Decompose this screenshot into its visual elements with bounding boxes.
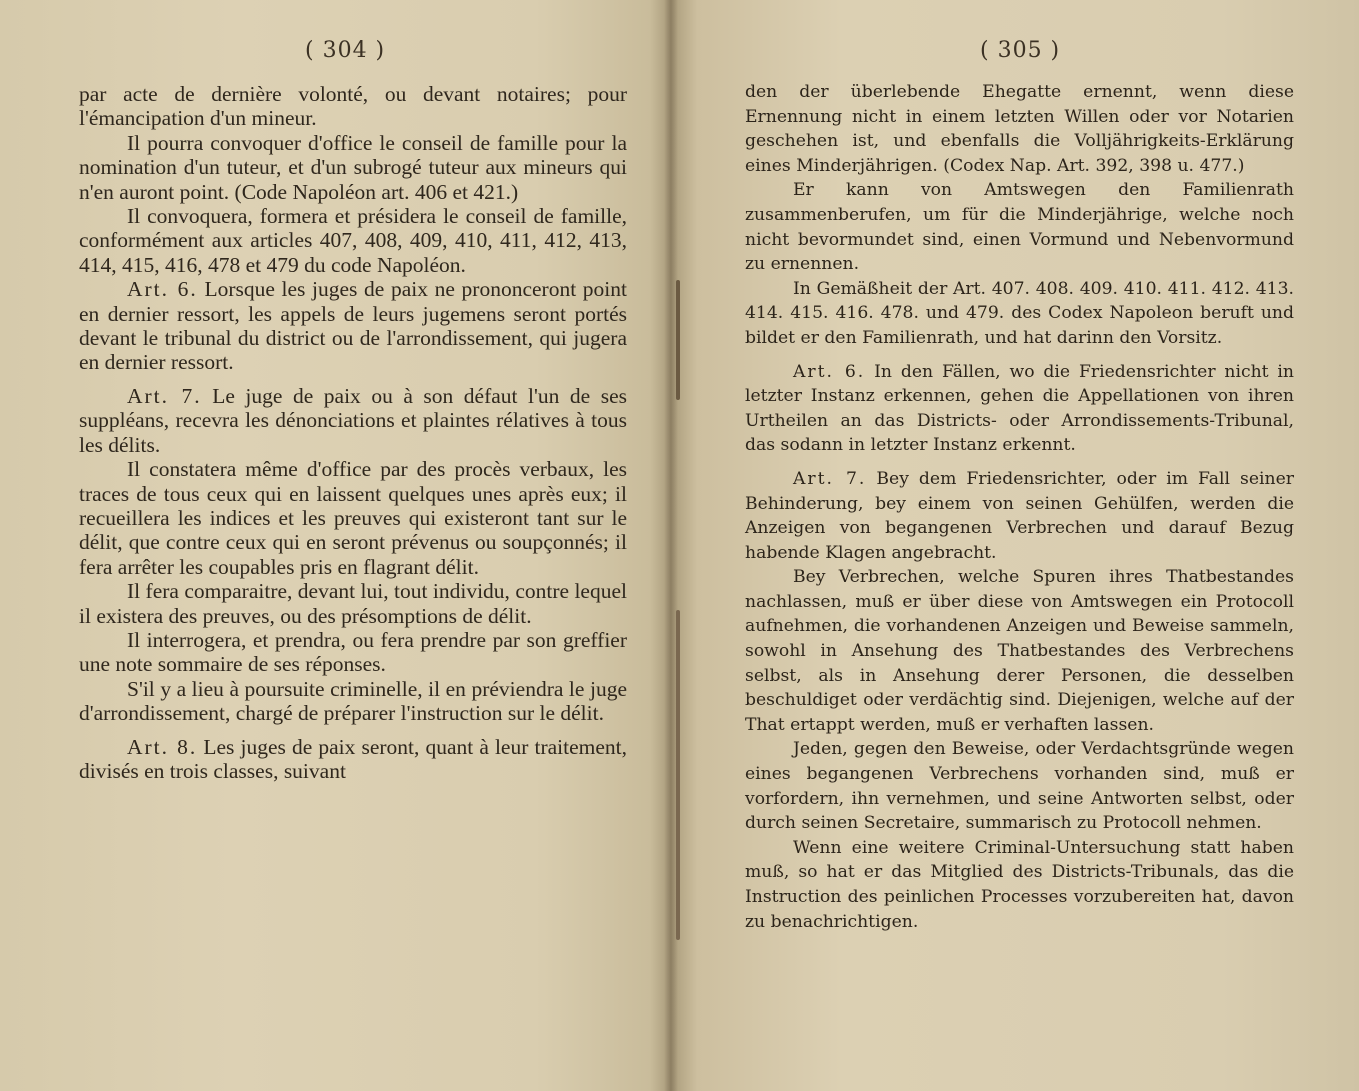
paragraph: Il pourra convoquer d'office le conseil de famille pour la nomination d'un tuteur, et d'un subrogé tuteur aux mineurs qui n'en auront point. (Code Napoléon art. 406 et 421.) <box>79 130 627 204</box>
article-label: Art. 6. <box>127 277 198 302</box>
paragraph-text: Les juges de paix seront, quant à leur traitement, divisés en trois classes, suivant <box>79 734 628 783</box>
paragraph: Il constatera même d'office par des procès verbaux, les traces de tous ceux qui en laissent quelques unes après eux; il recueillera les indices et les preuves qui existeront tant sur le délit, que contre ceux qui en seront prévenus ou soupçonnés; il fera arrêter les coupables pris en flagrant délit. <box>79 457 627 579</box>
paragraph: Er kann von Amtswegen den Familienrath zusammenberufen, um für die Minderjährige, welche noch nicht bevormundet sind, einen Vormund und Nebenvormund zu ernennen. <box>745 180 1294 275</box>
article-paragraph <box>79 384 627 457</box>
right-page <box>670 0 1359 1091</box>
paragraph: Il convoquera, formera et présidera le conseil de famille, conformément aux articles 407, 408, 409, 410, 411, 412, 413, 414, 415, 416, 478 et 479 du code Napoléon. <box>79 204 627 277</box>
paragraph: par acte de dernière volonté, ou devant notaires; pour l'émancipation d'un mineur. <box>79 82 627 131</box>
binding-thread <box>676 280 680 400</box>
right-page-text <box>745 80 1294 934</box>
article-paragraph <box>79 277 627 375</box>
paragraph-text: Lorsque les juges de paix ne prononceront point en dernier ressort, les appels de leurs jugemens seront portés devant le tribunal du district ou de l'arrondissement, qui jugera en dernier ressort. <box>79 277 627 375</box>
article-label: Art. 6. <box>793 361 866 382</box>
binding-thread <box>676 610 680 940</box>
paragraph: den der überlebende Ehegatte ernennt, wenn diese Ernennung nicht in einem letzten Willen oder vor Notarien geschehen ist, und ebenfalls die Volljährigkeits-Erklärung eines Minderjährigen. (Codex Nap. Art. 392, 398 u. 477.) <box>745 82 1294 176</box>
paragraph-text: Bey dem Friedensrichter, oder im Fall seiner Behinderung, bey einem von seinen Gehülfen, werden die Anzeigen von begangenen Verbrechen und darauf Bezug habende Klagen angebracht. <box>745 468 1294 563</box>
left-page <box>0 0 670 1091</box>
paragraph: Il interrogera, et prendra, ou fera prendre par son greffier une note sommaire de ses réponses. <box>79 627 627 677</box>
article-label: Art. 8. <box>127 734 198 759</box>
article-label: Art. 7. <box>793 468 867 489</box>
paragraph: Il fera comparaitre, devant lui, tout individu, contre lequel il existera des preuves, ou des présomptions de délit. <box>79 579 627 628</box>
article-label: Art. 7. <box>127 383 202 408</box>
paragraph-text: Le juge de paix ou à son défaut l'un de ses suppléans, recevra les dénonciations et plaintes rélatives à tous les délits. <box>79 383 627 457</box>
paragraph: Wenn eine weitere Criminal-Untersuchung statt haben muß, so hat er das Mitglied des Districts-Tribunals, das die Instruction des peinlichen Processes vorzubereiten hat, davon zu benachrichtigen. <box>745 837 1294 932</box>
paragraph: S'il y a lieu à poursuite criminelle, il en préviendra le juge d'arrondissement, chargé de préparer l'instruction sur le délit. <box>79 676 627 726</box>
article-paragraph <box>745 360 1294 458</box>
paragraph-text: In den Fällen, wo die Friedensrichter nicht in letzter Instanz erkennen, gehen die Appellationen von ihren Urtheilen an das Districts- oder Arrondissements-Tribunal, das sodann in letzter Instanz erkennt. <box>745 361 1294 456</box>
paragraph: Jeden, gegen den Beweise, oder Verdachtsgründe wegen eines begangenen Verbrechens vorhanden sind, muß er vorfordern, ihn vernehmen, und seine Antworten selbst, oder durch seinen Secretaire, summarisch zu Protocoll nehmen. <box>745 739 1294 834</box>
left-page-text <box>79 82 627 783</box>
page-number-left: ( 304 ) <box>305 38 386 63</box>
page-number-right: ( 305 ) <box>980 38 1061 63</box>
article-paragraph <box>745 467 1294 565</box>
paragraph: In Gemäßheit der Art. 407. 408. 409. 410. 411. 412. 413. 414. 415. 416. 478. und 479. des Codex Napoleon beruft und bildet er den Familienrath, und hat darinn den Vorsitz. <box>745 278 1294 348</box>
article-paragraph <box>79 735 627 784</box>
paragraph: Bey Verbrechen, welche Spuren ihres Thatbestandes nachlassen, muß er über diese von Amtswegen ein Protocoll aufnehmen, die vorhandenen Anzeigen und Beweise sammeln, sowohl in Ansehung des Thatbestandes des Verbrechens selbst, als in Ansehung derer Personen, die desselben beschuldiget oder verdächtig sind. Diejenigen, welche auf der That ertappt werden, muß er verhaften lassen. <box>745 567 1294 735</box>
